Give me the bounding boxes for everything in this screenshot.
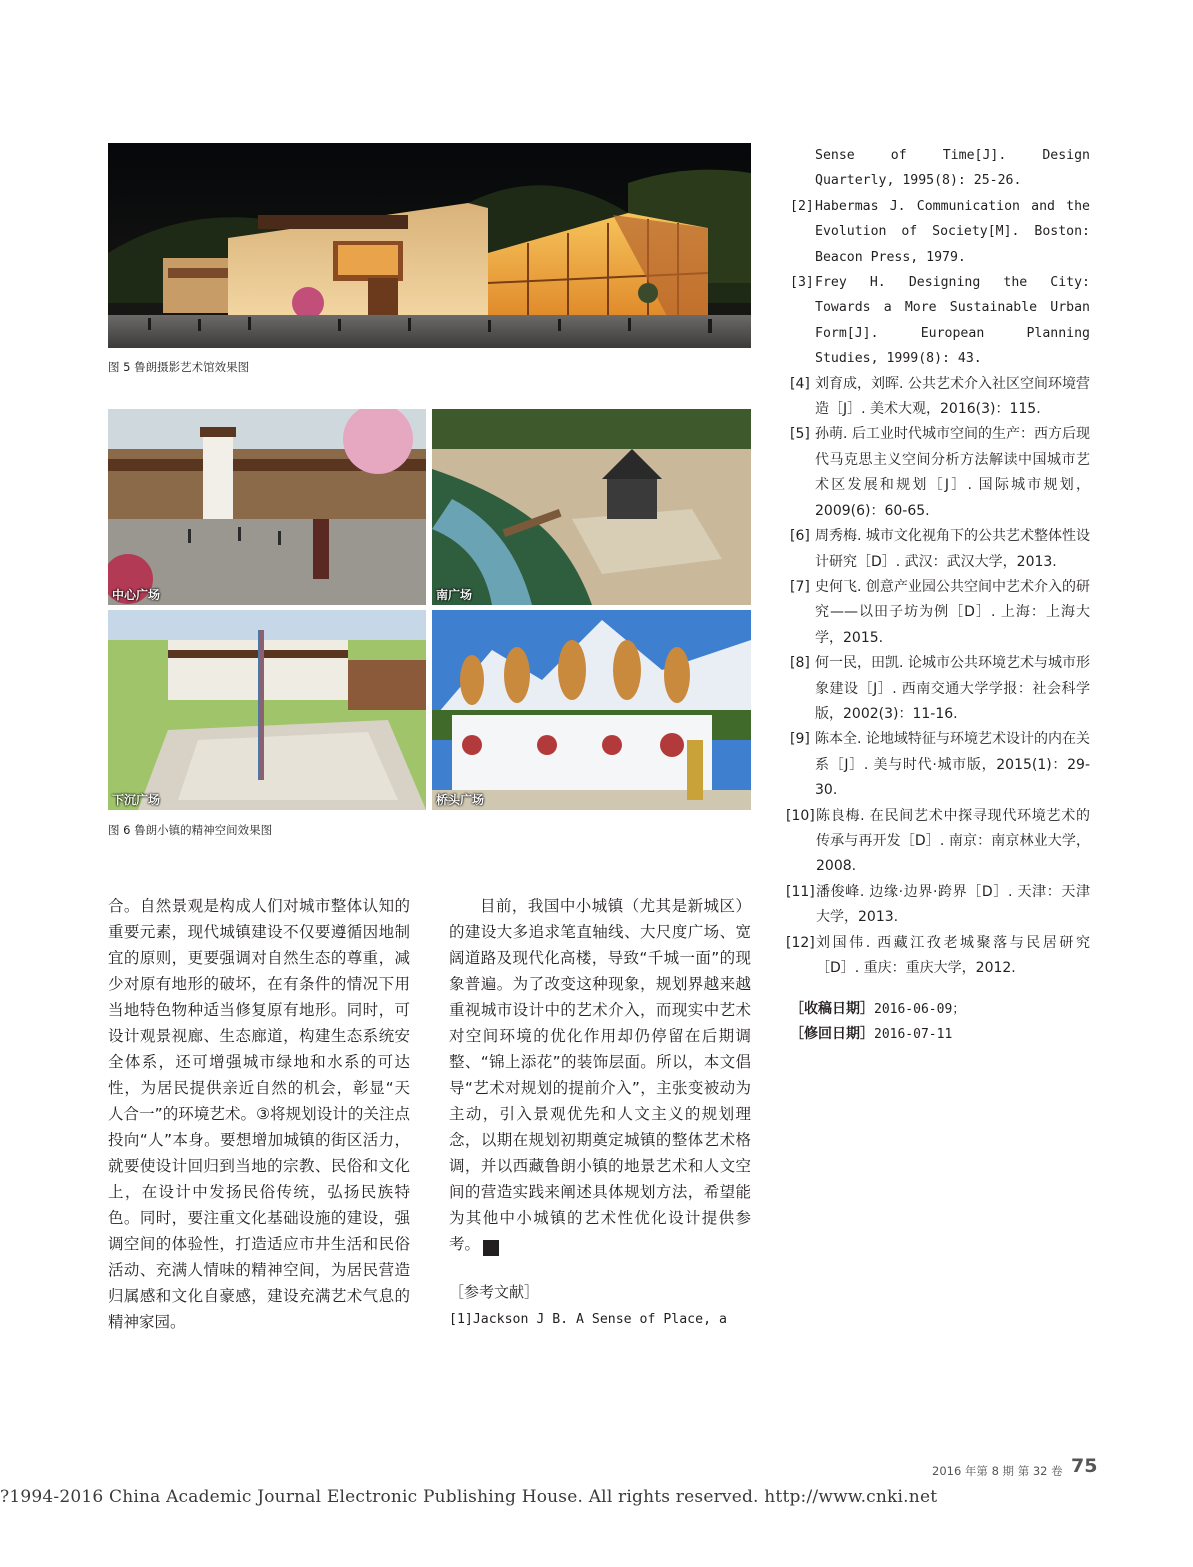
reference-item: [12] 刘国伟. 西藏江孜老城聚落与民居研究［D］. 重庆：重庆大学，2012. [786,934,1090,976]
reference-item: [8] 何一民，田凯. 论城市公共环境艺术与城市形象建设［J］. 西南交通大学学报：社会科学版，2002(3)：11-16. [790,655,1090,722]
reference-1-first-line: [1]Jackson J B. A Sense of Place, a [449,1312,727,1327]
body-middle-column [449,893,751,1333]
conclusion-text: 目前，我国中小城镇（尤其是新城区）的建设大多追求笔直轴线、大尺度广场、宽阔道路及现代化高楼，导致“千城一面”的现象普遍。为了改变这种现象，规划界越来越重视城市设计中的艺术介入，而现实中艺术对空间环境的优化作用却仍停留在后期调整、“锦上添花”的装饰层面。所以，本文倡导“艺术对规划的提前介入”，主张变被动为主动，引入景观优先和人文主义的规划理念，以期在规划初期奠定城镇的整体艺术格调，并以西藏鲁朗小镇的地景艺术和人文空间的营造实践来阐述具体规划方法，希望能为其他中小城镇的艺术性优化设计提供参考。 [449,897,751,1253]
revised-date: ［修回日期］2016-07-11 [790,1026,953,1043]
figure-6-panel-bridgehead-plaza [432,610,751,810]
panel-label-sunken-plaza: 下沉广场 [112,793,161,807]
page-number: 75 [1071,1455,1098,1477]
reference-item: [9] 陈本全. 论地域特征与环境艺术设计的内在关系［J］. 美与时代·城市版，2015(1)：29-30. [790,731,1090,799]
reference-item: [3] Frey H. Designing the City: Towards a More Sustainable Urban Form[J]. European Planning Studies, 1999(8): 43. [790,275,1090,367]
figure-5-image [108,143,751,348]
reference-item: [2] Habermas J. Communication and the Evolution of Society[M]. Boston: Beacon Press, 1979. [790,198,1090,265]
panel-label-bridgehead-plaza: 桥头广场 [436,793,485,807]
figure-6-panel-south-plaza [432,409,751,605]
body-paragraph-middle [449,893,751,1257]
panel-label-south-plaza: 南广场 [436,588,473,602]
panel-label-center-plaza: 中心广场 [112,588,161,602]
body-left-column [108,893,410,1335]
manuscript-dates [790,997,1090,1047]
issue-info: 2016 年第 8 期 第 32 卷 [932,1464,1063,1478]
reference-item: [5] 孙萌. 后工业时代城市空间的生产：西方后现代马克思主义空间分析方法解读中国城市艺术区发展和规划［J］. 国际城市规划，2009(6)：60-65. [790,426,1090,519]
copyright-notice: ?1994-2016 China Academic Journal Electronic Publishing House. All rights reserved. http://www.cnki.net [0,1487,938,1507]
reference-item: [4] 刘育成，刘晖. 公共艺术介入社区空间环境营造［J］. 美术大观，2016(3)：115. [790,375,1090,418]
references-list [786,143,1090,1047]
end-mark-icon: p [483,1240,499,1256]
reference-item: [7] 史何飞. 创意产业园公共空间中艺术介入的研究——以田子坊为例［D］. 上海：上海大学，2015. [790,578,1090,646]
figure-6-panel-center-plaza [108,409,426,605]
figure-5-caption: 图 5 鲁朗摄影艺术馆效果图 [108,360,250,374]
figure-6-panel-sunken-plaza [108,610,426,810]
received-date: ［收稿日期］2016-06-09； [790,1001,966,1018]
reference-item: [6] 周秀梅. 城市文化视角下的公共艺术整体性设计研究［D］. 武汉：武汉大学，2013. [790,528,1090,570]
figure-6-caption: 图 6 鲁朗小镇的精神空间效果图 [108,823,273,837]
body-paragraph-left: 合。自然景观是构成人们对城市整体认知的重要元素，现代城镇建设不仅要遵循因地制宜的原则，更要强调对自然生态的尊重，减少对原有地形的破坏，在有条件的情况下用当地特色物种适当修复原有地形。同时，可设计观景视廊、生态廊道，构建生态系统安全体系，还可增强城市绿地和水系的可达性，为居民提供亲近自然的机会，彰显“天人合一”的环境艺术。③将规划设计的关注点投向“人”本身。要想增加城镇的街区活力，就要使设计回归到当地的宗教、民俗和文化上，在设计中发扬民俗传统，弘扬民族特色。同时，要注重文化基础设施的建设，强调空间的体验性，打造适应市井生活和民俗活动、充满人情味的精神空间，为居民营造归属感和文化自豪感，建设充满艺术气息的精神家园。 [108,897,410,1331]
references-heading: ［参考文献］ [449,1283,540,1301]
reference-item: [10] 陈良梅. 在民间艺术中探寻现代环境艺术的传承与再开发［D］. 南京：南京林业大学，2008. [786,807,1090,875]
reference-item: [11] 潘俊峰. 边缘·边界·跨界［D］. 天津：天津大学，2013. [786,883,1090,926]
reference-1-continued: Sense of Time[J]. Design Quarterly, 1995(8): 25-26. [815,148,1090,189]
